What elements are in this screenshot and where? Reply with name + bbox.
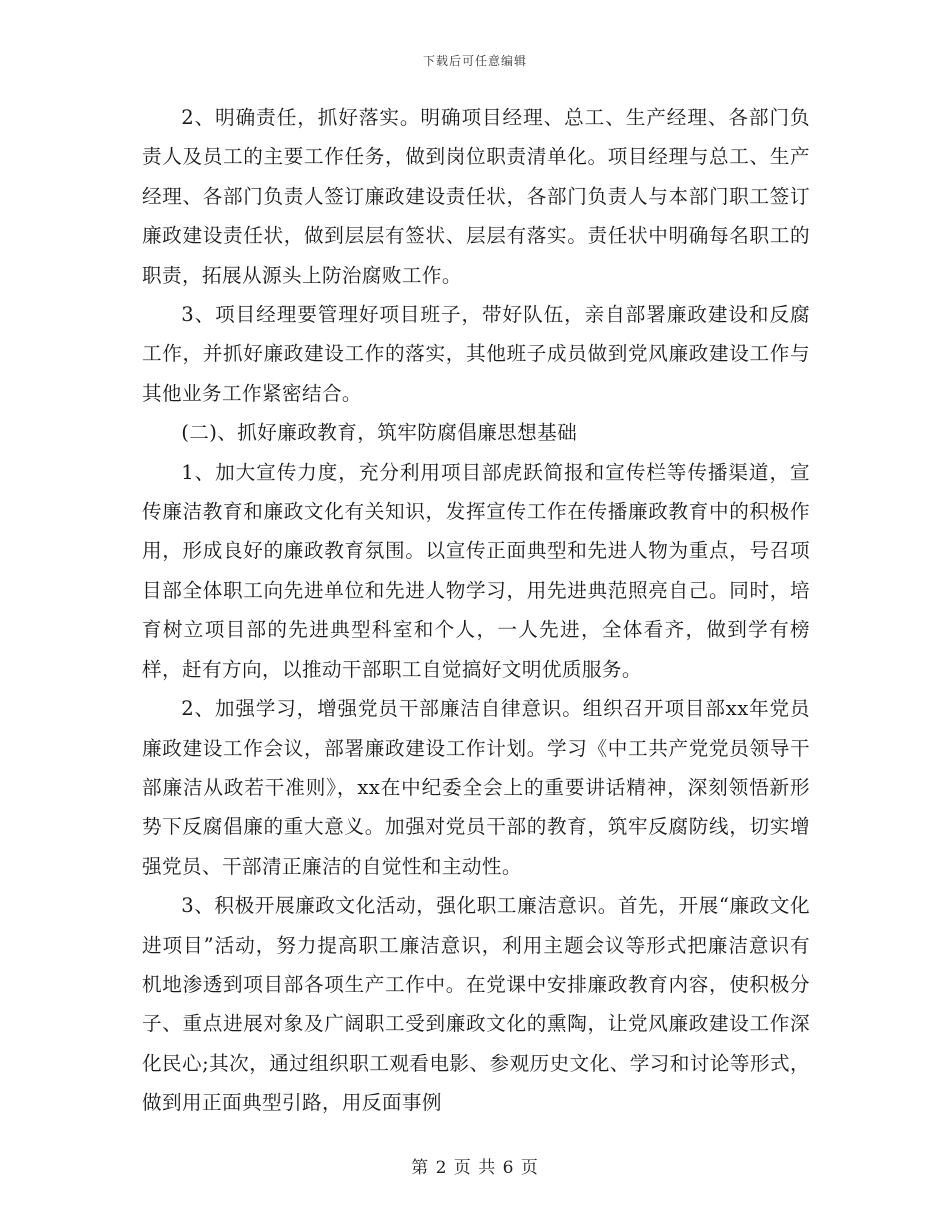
- document-body: [142, 98, 810, 1123]
- paragraph-project-manager: 3、项目经理要管理好项目班子，带好队伍，亲自部署廉政建设和反腐工作，并抓好廉政建设工作的落实，其他班子成员做到党风廉政建设工作与其他业务工作紧密结合。: [142, 303, 810, 405]
- page-header: 下载后可任意编辑: [422, 54, 527, 68]
- paragraph-study: 2、加强学习，增强党员干部廉洁自律意识。组织召开项目部xx年党员廉政建设工作会议，部署廉政建设工作计划。学习《中工共产党党员领导干部廉洁从政若干准则》，xx在中纪委全会上的重要讲话精神，深刻领悟新形势下反腐倡廉的重大意义。加强对党员干部的教育，筑牢反腐防线，切实增强党员、干部清正廉洁的自觉性和主动性。: [142, 697, 810, 878]
- section-heading-education: (二)、抓好廉政教育，筑牢防腐倡廉思想基础: [181, 421, 578, 445]
- paragraph-responsibility: 2、明确责任，抓好落实。明确项目经理、总工、生产经理、各部门负责人及员工的主要工作任务，做到岗位职责清单化。项目经理与总工、生产经理、各部门负责人签订廉政建设责任状，各部门负责人与本部门职工签订廉政建设责任状，做到层层有签状、层层有落实。责任状中明确每名职工的职责，拓展从源头上防治腐败工作。: [142, 106, 810, 287]
- paragraph-publicity: 1、加大宣传力度，充分利用项目部虎跃简报和宣传栏等传播渠道，宣传廉洁教育和廉政文化有关知识，发挥宣传工作在传播廉政教育中的积极作用，形成良好的廉政教育氛围。以宣传正面典型和先进人物为重点，号召项目部全体职工向先进单位和先进人物学习，用先进典范照亮自己。同时，培育树立项目部的先进典型科室和个人，一人先进，全体看齐，做到学有榜样，赶有方向，以推动干部职工自觉搞好文明优质服务。: [142, 460, 810, 681]
- paragraph-culture-activities: 3、积极开展廉政文化活动，强化职工廉洁意识。首先，开展“廉政文化进项目”活动，努力提高职工廉洁意识，利用主题会议等形式把廉洁意识有机地渗透到项目部各项生产工作中。在党课中安排廉政教育内容，使积极分子、重点进展对象及广阔职工受到廉政文化的熏陶，让党风廉政建设工作深化民心;其次，通过组织职工观看电影、参观历史文化、学习和讨论等形式，做到用正面典型引路，用反面事例: [142, 894, 810, 1115]
- page-number-footer: 第 2 页 共 6 页: [411, 1158, 539, 1178]
